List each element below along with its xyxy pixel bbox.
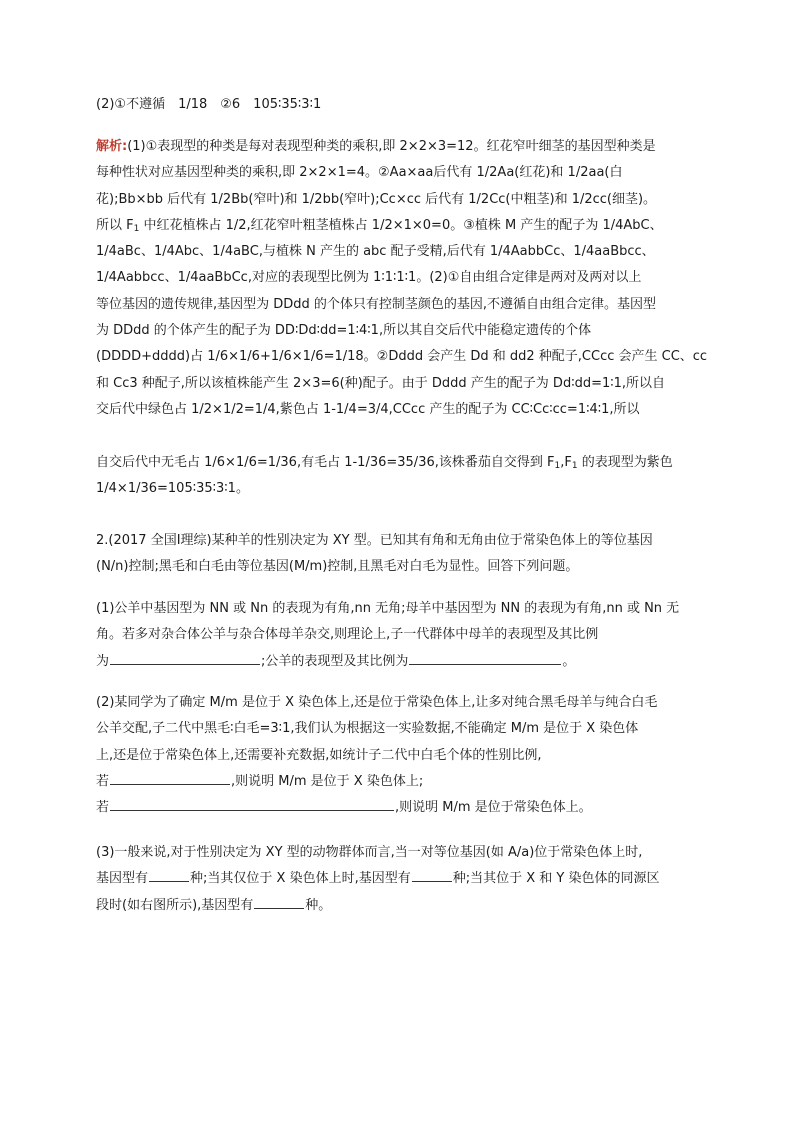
answer-blank[interactable] (110, 650, 260, 665)
answer-blank[interactable] (110, 796, 394, 811)
question-line: 段时(如右图所示),基因型有 种。 (96, 893, 696, 919)
answer-blank[interactable] (149, 867, 189, 882)
sub-question-1 (96, 596, 696, 675)
question-2-stem (96, 528, 696, 581)
question-line: (3)一般来说,对于性别决定为 XY 型的动物群体而言,当一对等位基因(如 A/a)位于常染色体上时, (96, 845, 643, 860)
question-line: 公羊交配,子二代中黑毛∶白毛=3∶1,我们认为根据这一实验数据,不能确定 M/m 是位于 X 染色体 (96, 721, 639, 737)
analysis-line: 1/4Aabbcc、1/4aaBbCc,对应的表现型比例为 1∶1∶1∶1。(2)①自由组合定律是两对及两对以上 (96, 270, 642, 286)
analysis-line: 每种性状对应基因型种类的乘积,即 2×2×1=4。②Aa×aa后代有 1/2Aa(红花)和 1/2aa(白 (96, 165, 623, 181)
answer-blank[interactable] (254, 894, 304, 909)
analysis-line (96, 502, 696, 528)
analysis-line: 1/4aBc、1/4Abc、1/4aBC,与植株 N 产生的 abc 配子受精,后代有 1/4AabbCc、1/4aaBbcc、 (96, 244, 655, 260)
analysis-line: 花);Bb×bb 后代有 1/2Bb(窄叶)和 1/2bb(窄叶);Cc×cc 后代有 1/2Cc(中粗茎)和 1/2cc(细茎)。 (96, 191, 657, 207)
analysis-line: 和 Cc3 种配子,所以该植株能产生 2×3=6(种)配子。由于 Dddd 产生的配子为 Dd∶dd=1∶1,所以自 (96, 375, 666, 391)
question-line: 若 ,则说明 M/m 是位于常染色体上。 (96, 795, 696, 821)
question-line: 2.(2017 全国Ⅰ理综)某种羊的性别决定为 XY 型。已知其有角和无角由位于常染色体上的等位基因 (96, 533, 653, 548)
answer-blank[interactable] (409, 650, 561, 665)
sub-question-2 (96, 690, 696, 821)
question-line: 基因型有 种;当其仅位于 X 染色体上时,基因型有 种;当其位于 X 和 Y 染色体的同源区 (96, 866, 696, 892)
question-line: (2)某同学为了确定 M/m 是位于 X 染色体上,还是位于常染色体上,让多对纯合黑毛母羊与纯合白毛 (96, 695, 658, 710)
analysis-label: 解析: (96, 139, 128, 154)
question-line: 若 ,则说明 M/m 是位于 X 染色体上; (96, 769, 696, 795)
analysis-line: (DDDD+dddd)占 1/6×1/6+1/6×1/6=1/18。②Dddd 会产生 Dd 和 dd2 种配子,CCcc 会产生 CC、cc (96, 349, 708, 365)
answer-blank[interactable] (412, 867, 452, 882)
analysis-paragraph (96, 134, 708, 528)
question-line: 上,还是位于常染色体上,还需要补充数据,如统计子二代中白毛个体的性别比例, (96, 747, 542, 763)
analysis-line: 1/4×1/36=105∶35∶3∶1。 (96, 480, 249, 496)
question-line: (1)公羊中基因型为 NN 或 Nn 的表现为有角,nn 无角;母羊中基因型为 NN 的表现为有角,nn 或 Nn 无 (96, 601, 680, 616)
question-line: (N/n)控制;黑毛和白毛由等位基因(M/m)控制,且黑毛对白毛为显性。回答下列问题。 (96, 559, 579, 575)
analysis-line: 等位基因的遗传规律,基因型为 DDdd 的个体只有控制茎颜色的基因,不遵循自由组合定律。基因型 (96, 296, 657, 312)
analysis-line: 交后代中绿色占 1/2×1/2=1/4,紫色占 1-1/4=3/4,CCcc 产生的配子为 CC∶Cc∶cc=1∶4∶1,所以 (96, 401, 640, 417)
question-line: 为 ;公羊的表现型及其比例为 。 (96, 649, 696, 675)
answer-blank[interactable] (110, 770, 230, 785)
answer-text: (2)①不遵循 1/18 ②6 105∶35∶3∶1 (96, 97, 322, 112)
analysis-line: 所以 $F_1$ 中红花植株占 1/2,红花窄叶粗茎植株占 1/2×1×0=0。③植株 M 产生的配子为 1/4AbC、 (96, 217, 663, 234)
analysis-line: 自交后代中无毛占 1/6×1/6=1/36,有毛占 1-1/36=35/36,该株番茄自交得到 $F_1,F_1$ 的表现型为紫色 (96, 454, 673, 471)
answer-part-2 (96, 92, 696, 118)
question-line: 角。若多对杂合体公羊与杂合体母羊杂交,则理论上,子一代群体中母羊的表现型及其比例 (96, 627, 599, 643)
analysis-line: 解析:(1)①表现型的种类是每对表现型种类的乘积,即 2×2×3=12。红花窄叶细茎的基因型种类是 (96, 139, 656, 154)
analysis-line (96, 423, 696, 449)
analysis-line: 为 DDdd 的个体产生的配子为 DD∶Dd∶dd=1∶4∶1,所以其自交后代中能稳定遗传的个体 (96, 323, 592, 339)
sub-question-3 (96, 840, 696, 919)
